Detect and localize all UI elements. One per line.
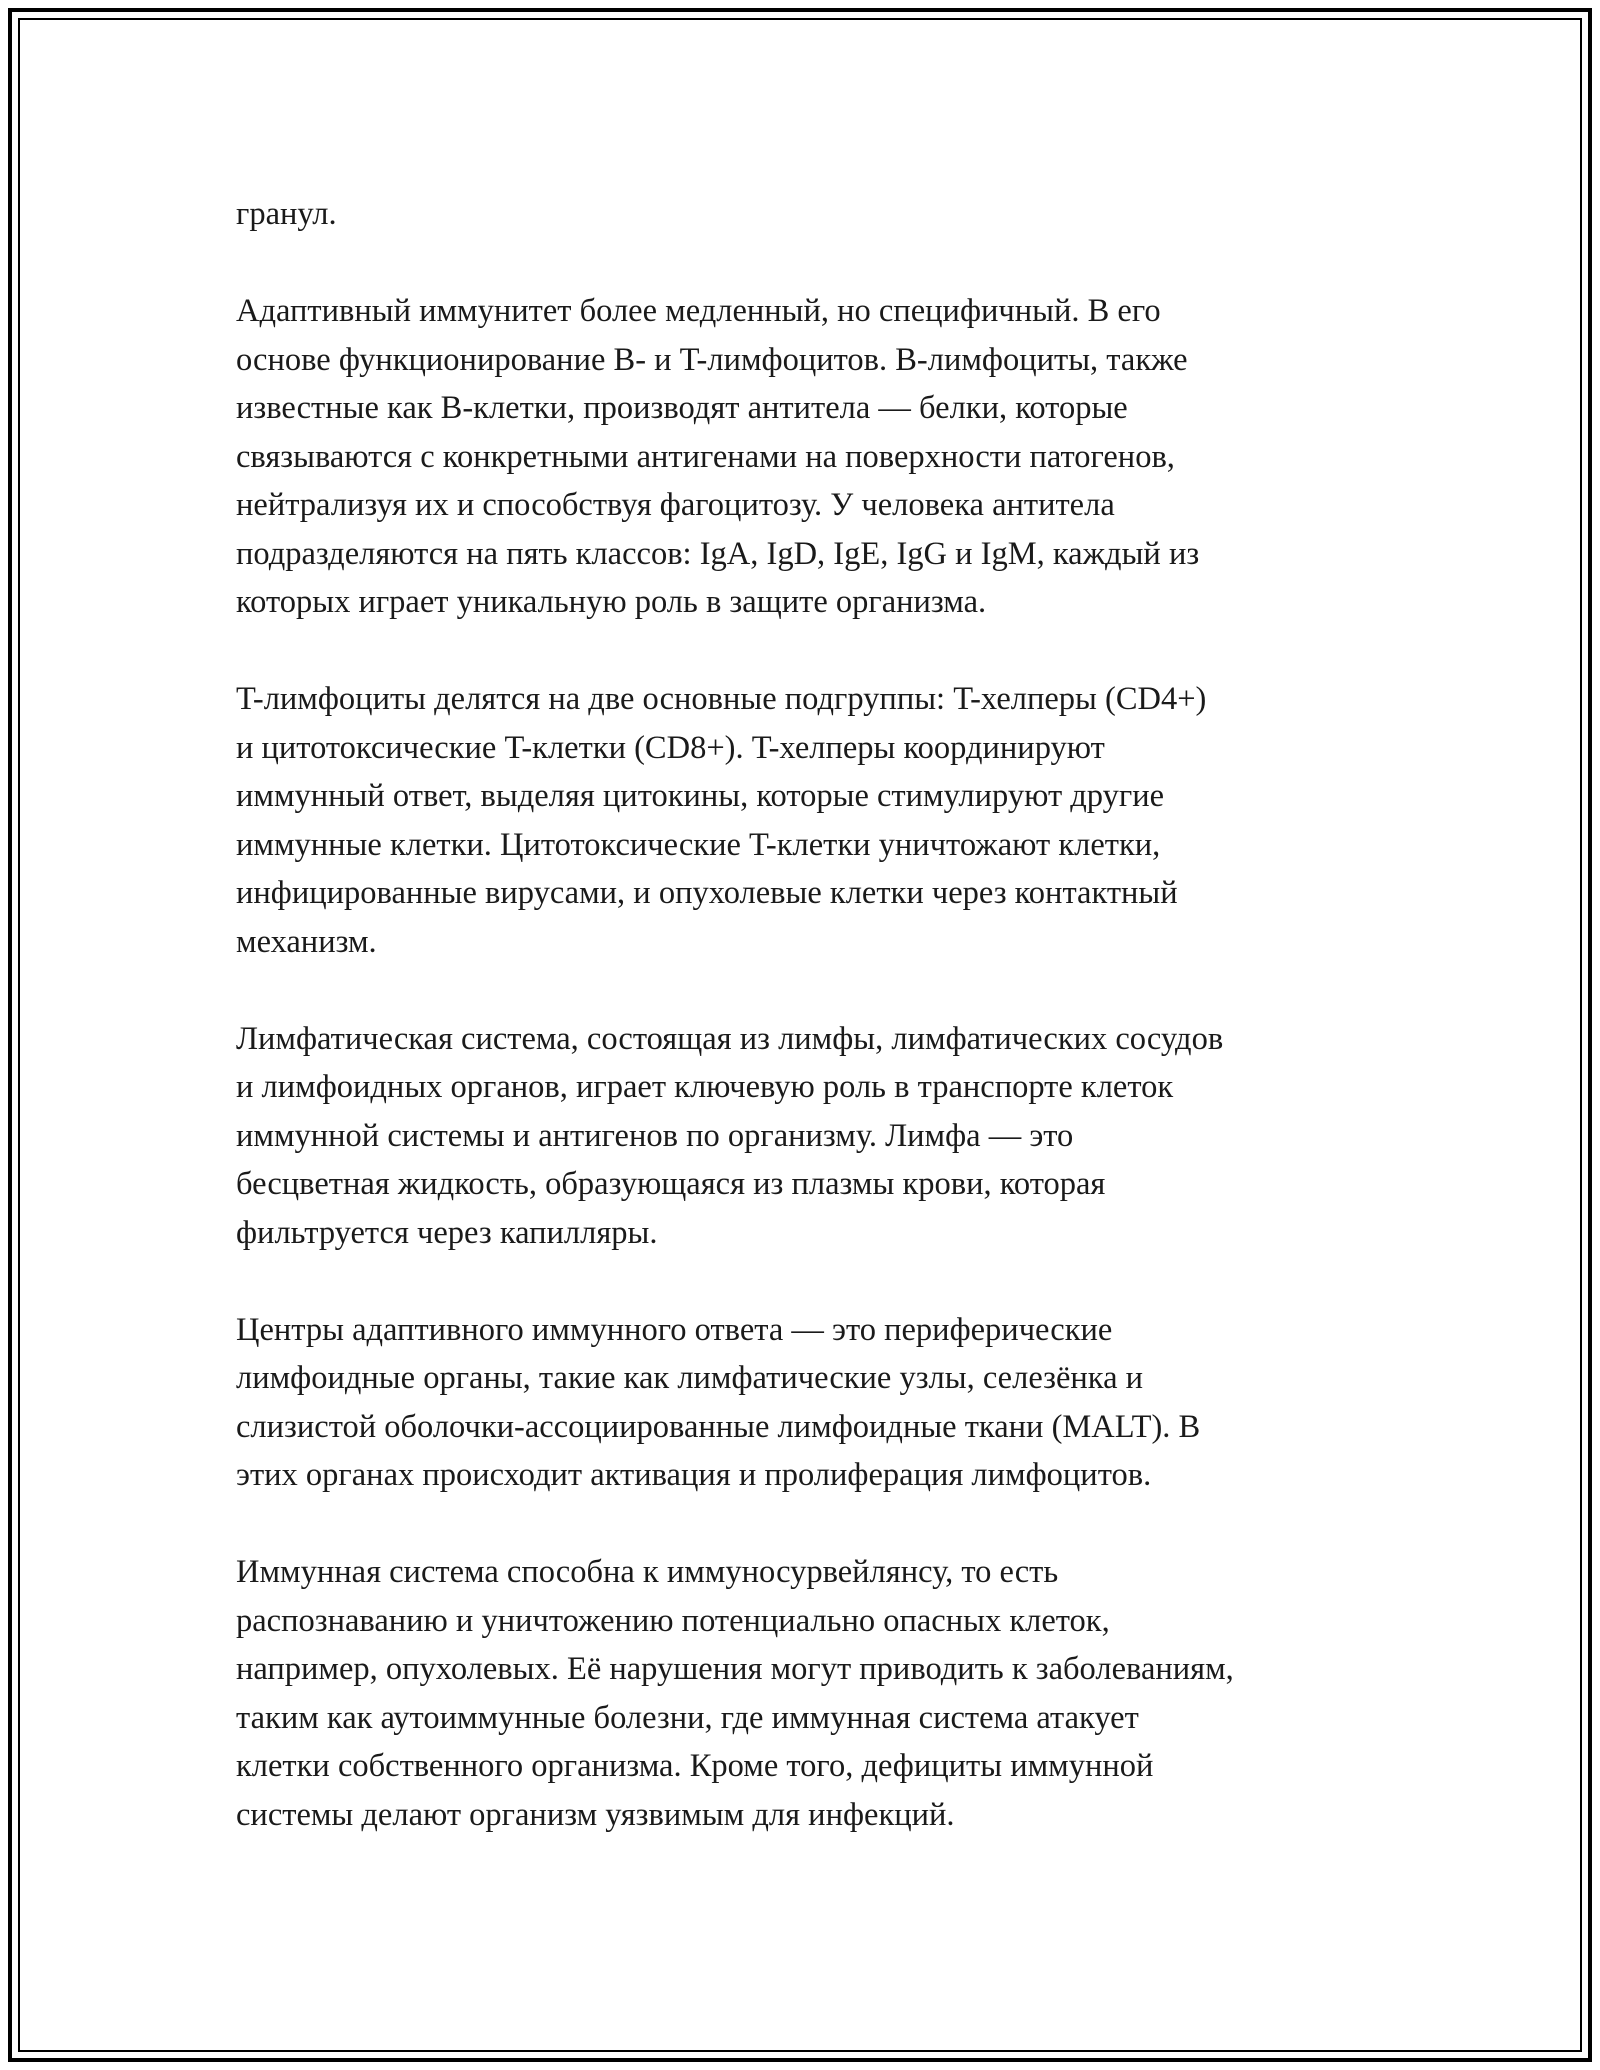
paragraph-lymphatic-system: Лимфатическая система, состоящая из лимфы, лимфатических сосудов и лимфоидных органов, играет ключевую роль в транспорте клеток иммунной системы и антигенов по организму. Лимфа — это бесцветная жидкость, образующаяся из плазмы крови, которая фильтруется через капилляры. <box>236 1020 1224 1251</box>
paragraph-adaptive-immunity: Адаптивный иммунитет более медленный, но специфичный. В его основе функционирование B- и T-лимфоцитов. B-лимфоциты, также известные как B-клетки, производят антитела — белки, которые связываются с конкретными антигенами на поверхности патогенов, нейтрализуя их и способствуя фагоцитозу. У человека антитела подразделяются на пять классов: IgA, IgD, IgE, IgG и IgM, каждый из которых играет уникальную роль в защите организма. <box>236 293 1200 620</box>
paragraph-immunosurveillance: Иммунная система способна к иммуносурвейлянсу, то есть распознаванию и уничтожению потенциально опасных клеток, например, опухолевых. Её нарушения могут приводить к заболеваниям, таким как аутоиммунные болезни, где иммунная система атакует клетки собственного организма. Кроме того, дефициты иммунной системы делают организм уязвимым для инфекций. <box>236 1554 1234 1833</box>
paragraph-adaptive-response-centers: Центры адаптивного иммунного ответа — это периферические лимфоидные органы, такие как лимфатические узлы, селезёнка и слизистой оболочки-ассоциированные лимфоидные ткани (MALT). В этих органах происходит активация и пролиферация лимфоцитов. <box>236 1311 1201 1493</box>
paragraph-t-lymphocytes: T-лимфоциты делятся на две основные подгруппы: T-хелперы (CD4+) и цитотоксические T-клетки (CD8+). T-хелперы координируют иммунный ответ, выделяя цитокины, которые стимулируют другие иммунные клетки. Цитотоксические T-клетки уничтожают клетки, инфицированные вирусами, и опухолевые клетки через контактный механизм. <box>236 681 1207 960</box>
paragraph-continuation: гранул. <box>236 196 337 232</box>
document-body <box>236 190 1386 1888</box>
